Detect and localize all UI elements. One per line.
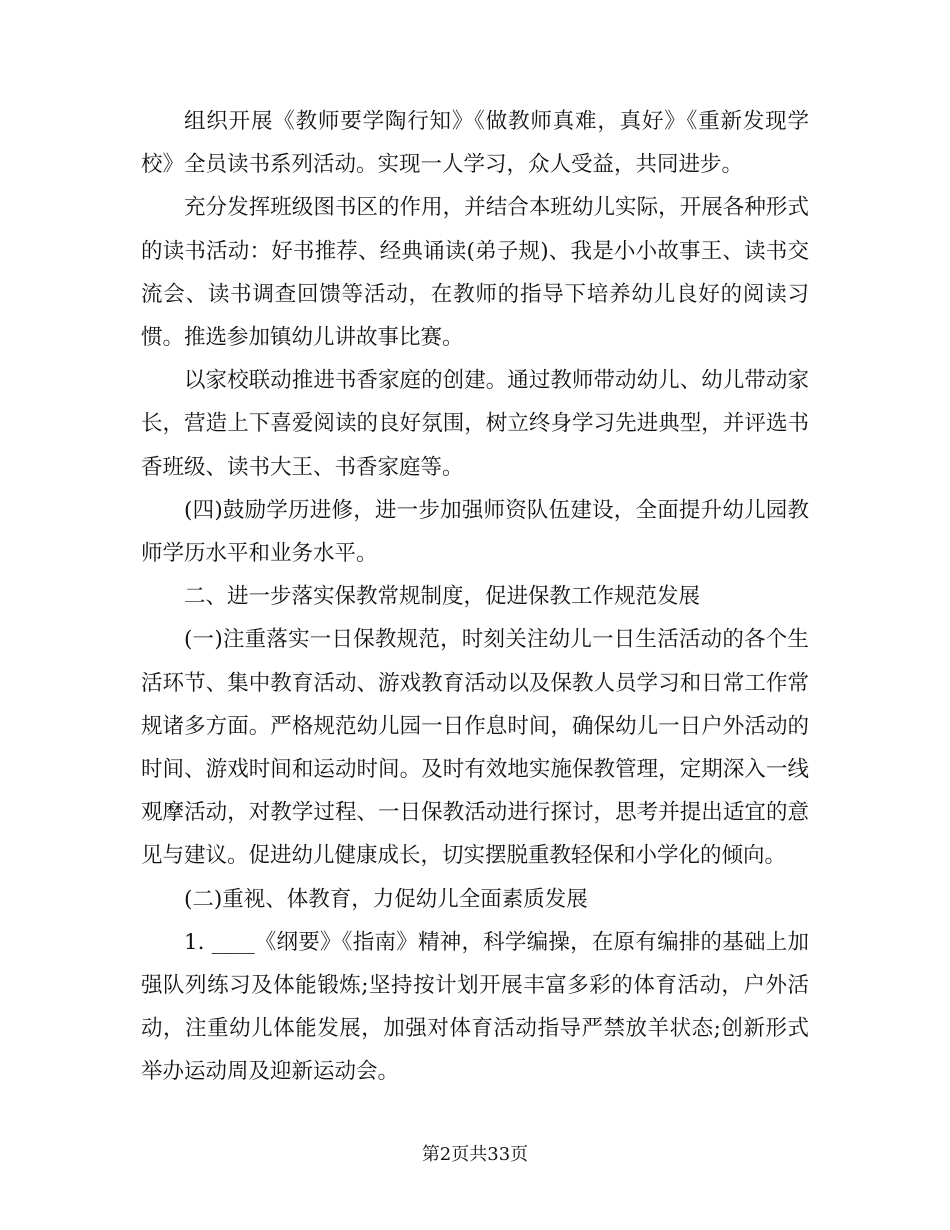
paragraph-section-four: (四)鼓励学历进修，进一步加强师资队伍建设，全面提升幼儿园教师学历水平和业务水平。	[141, 497, 809, 567]
paragraph-daily-routine: (一)注重落实一日保教规范，时刻关注幼儿一日生活活动的各个生活环节、集中教育活动、游戏教育活动以及保教人员学习和日常工作常规诸多方面。严格规范幼儿园一日作息时间，确保幼儿一日户外活动的时间、游戏时间和运动时间。及时有效地实施保教管理，定期深入一线观摩活动，对教学过程、一日保教活动进行探讨，思考并提出适宜的意见与建议。促进幼儿健康成长，切实摆脱重教轻保和小学化的倾向。	[141, 627, 809, 869]
subheading-physical-education: (二)重视、体教育，力促幼儿全面素质发展	[184, 886, 588, 912]
paragraph-family-reading: 以家校联动推进书香家庭的创建。通过教师带动幼儿、幼儿带动家长，营造上下喜爱阅读的良好氛围，树立终身学习先进典型，并评选书香班级、读书大王、书香家庭等。	[141, 368, 809, 480]
paragraph-reading-activities: 组织开展《教师要学陶行知》《做教师真难，真好》《重新发现学校》全员读书系列活动。实现一人学习，众人受益，共同进步。	[141, 109, 809, 178]
paragraph-item-one: 1. ____《纲要》《指南》精神，科学编操，在原有编排的基础上加强队列练习及体能锻炼;坚持按计划开展丰富多彩的体育活动，户外活动，注重幼儿体能发展，加强对体育活动指导严禁放羊状态;创新形式举办运动周及迎新运动会。	[141, 929, 809, 1085]
document-body	[141, 100, 809, 1094]
section-heading-two: 二、进一步落实保教常规制度，促进保教工作规范发展	[184, 584, 701, 610]
page-number-footer: 第2页共33页	[421, 1144, 529, 1165]
paragraph-class-library: 充分发挥班级图书区的作用，并结合本班幼儿实际，开展各种形式的读书活动：好书推荐、经典诵读(弟子规)、我是小小故事王、读书交流会、读书调查回馈等活动，在教师的指导下培养幼儿良好的阅读习惯。推选参加镇幼儿讲故事比赛。	[141, 195, 809, 351]
